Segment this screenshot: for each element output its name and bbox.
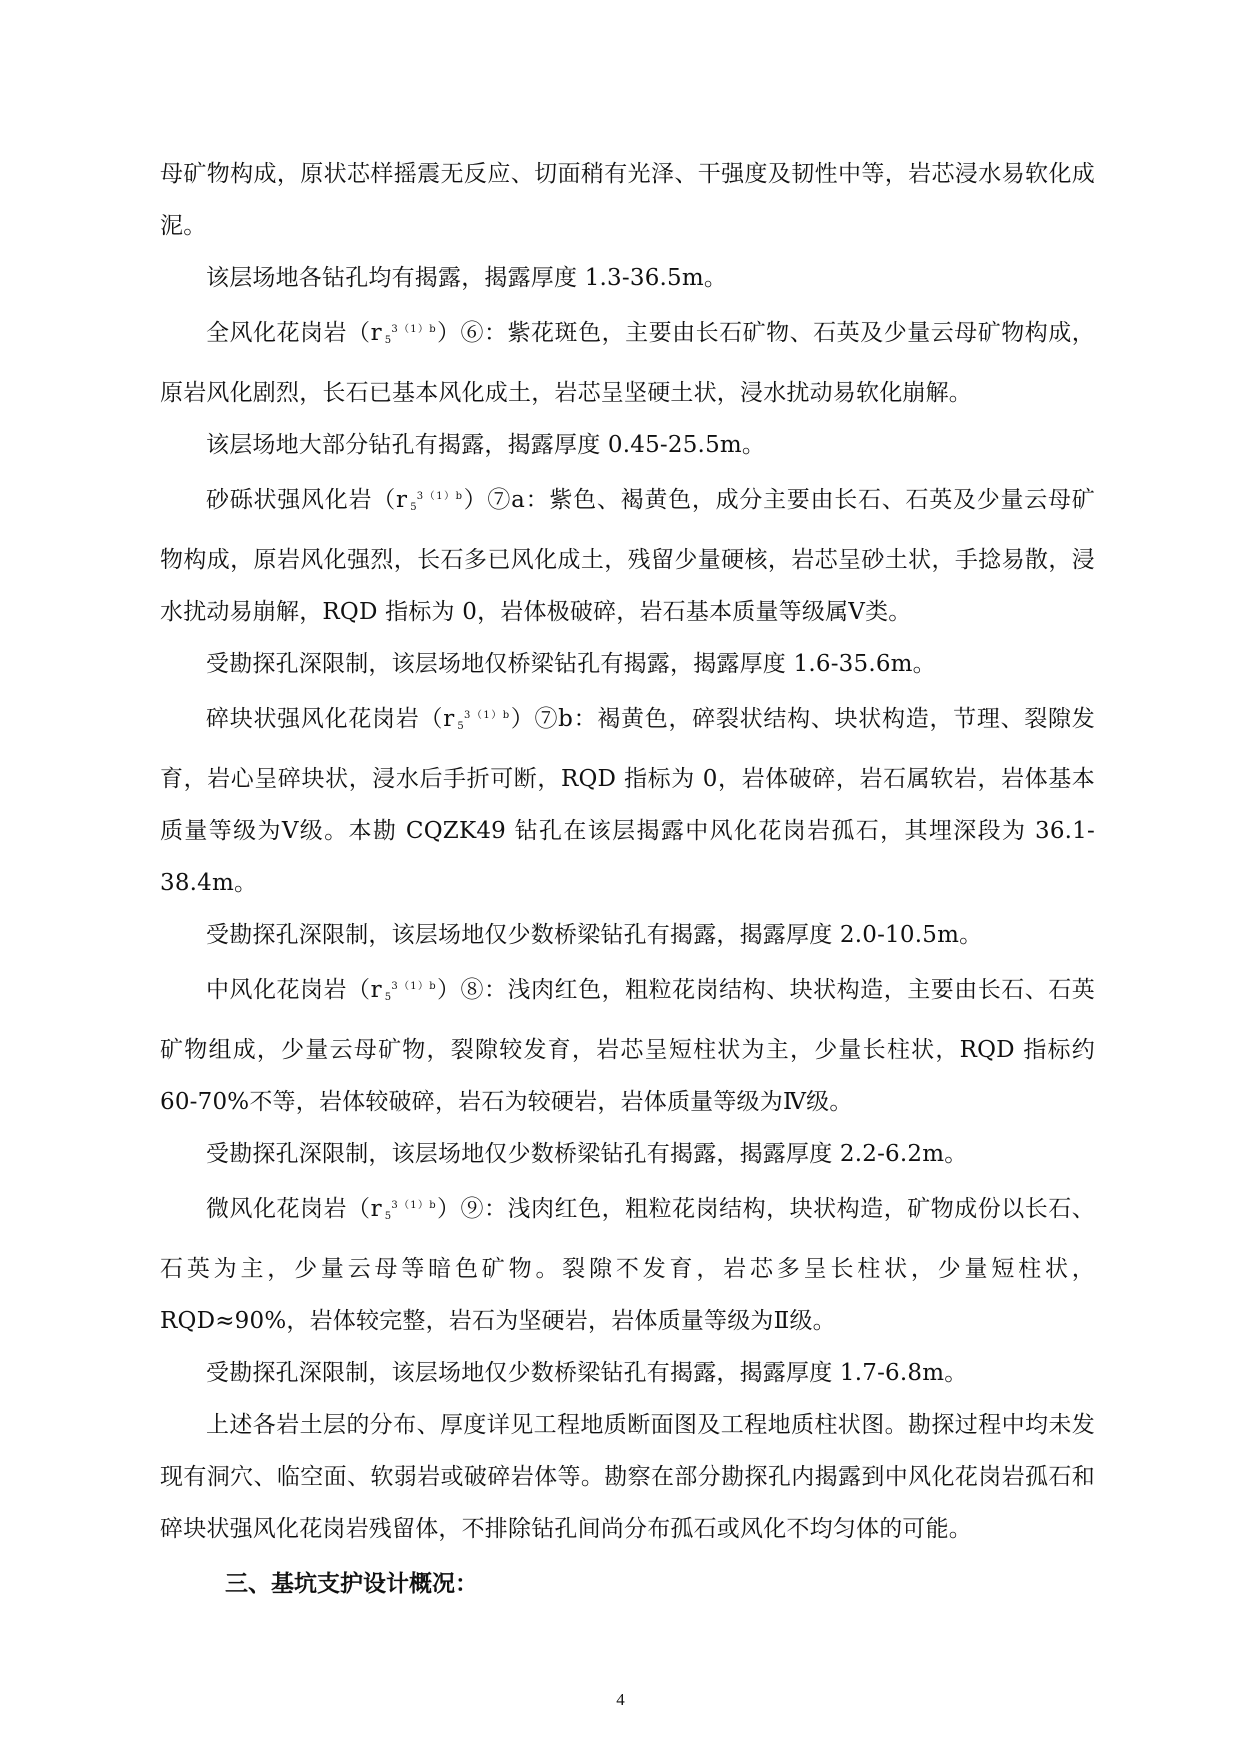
paragraph: 该层场地大部分钻孔有揭露，揭露厚度 0.45-25.5m。	[206, 432, 766, 458]
paragraph: 受勘探孔深限制，该层场地仅少数桥梁钻孔有揭露，揭露厚度 2.0-10.5m。	[206, 922, 983, 948]
page-number: 4	[616, 1690, 625, 1709]
paragraph	[160, 304, 1095, 419]
rock-layer-name: 微风化花岗岩（r	[206, 1196, 382, 1222]
paragraph	[160, 471, 1095, 638]
layer-superscript: 3（1）b	[391, 324, 437, 335]
rock-layer-description: ）⑥：紫花斑色，主要由长石矿物、石英及少量云母矿物构成，原岩风化剧烈，长石已基本风化成土，岩芯呈坚硬土状，浸水扰动易软化崩解。	[160, 320, 1095, 406]
paragraph: 受勘探孔深限制，该层场地仅桥梁钻孔有揭露，揭露厚度 1.6-35.6m。	[206, 651, 936, 677]
paragraph: 母矿物构成，原状芯样摇震无反应、切面稍有光泽、干强度及韧性中等，岩芯浸水易软化成泥。	[160, 161, 1095, 239]
paragraph	[160, 961, 1095, 1128]
rock-layer-name: 碎块状强风化花岗岩（r	[206, 706, 455, 732]
paragraph: 该层场地各钻孔均有揭露，揭露厚度 1.3-36.5m。	[206, 265, 728, 291]
paragraph: 上述各岩土层的分布、厚度详见工程地质断面图及工程地质柱状图。勘探过程中均未发现有洞穴、临空面、软弱岩或破碎岩体等。勘察在部分勘探孔内揭露到中风化花岗岩孤石和碎块状强风化花岗岩残留体，不排除钻孔间尚分布孤石或风化不均匀体的可能。	[160, 1412, 1095, 1542]
rock-layer-name: 中风化花岗岩（r	[206, 977, 382, 1003]
rock-layer-description: ）⑧：浅肉红色，粗粒花岗结构、块状构造，主要由长石、石英矿物组成，少量云母矿物，裂隙较发育，岩芯呈短柱状为主，少量长柱状，RQD 指标约 60-70%不等，岩体较破碎，岩石为较硬岩，岩体质量等级为Ⅳ级。	[160, 977, 1095, 1115]
rock-layer-description: ）⑦a：紫色、褐黄色，成分主要由长石、石英及少量云母矿物构成，原岩风化强烈，长石多已风化成土，残留少量硬核，岩芯呈砂土状，手捻易散，浸水扰动易崩解，RQD 指标为 0，岩体极破碎，岩石基本质量等级属Ⅴ类。	[160, 487, 1095, 625]
paragraph	[160, 690, 1095, 909]
layer-subscript: 5	[384, 1211, 392, 1222]
rock-layer-name: 砂砾状强风化岩（r	[206, 487, 408, 513]
body-text	[160, 148, 1095, 1555]
layer-subscript: 5	[384, 335, 392, 346]
section-heading: 三、基坑支护设计概况：	[225, 1571, 478, 1597]
paragraph: 受勘探孔深限制，该层场地仅少数桥梁钻孔有揭露，揭露厚度 2.2-6.2m。	[206, 1141, 968, 1167]
layer-superscript: 3（1）b	[391, 1200, 437, 1211]
paragraph	[160, 1180, 1095, 1347]
rock-layer-description: ）⑨：浅肉红色，粗粒花岗结构，块状构造，矿物成份以长石、石英为主，少量云母等暗色矿物。裂隙不发育，岩芯多呈长柱状，少量短柱状，RQD≈90%，岩体较完整，岩石为坚硬岩，岩体质量等级为Ⅱ级。	[160, 1196, 1095, 1334]
layer-subscript: 5	[457, 721, 464, 732]
rock-layer-name: 全风化花岗岩（r	[206, 320, 382, 346]
layer-superscript: 3（1）b	[463, 710, 511, 721]
rock-layer-description: ）⑦b：褐黄色，碎裂状结构、块状构造，节理、裂隙发育，岩心呈碎块状，浸水后手折可断，RQD 指标为 0，岩体破碎，岩石属软岩，岩体基本质量等级为Ⅴ级。本勘 CQZK49 钻孔在该层揭露中风化花岗岩孤石，其埋深段为 36.1-38.4m。	[160, 706, 1095, 896]
layer-subscript: 5	[384, 992, 392, 1003]
layer-superscript: 3（1）b	[416, 491, 464, 502]
paragraph: 受勘探孔深限制，该层场地仅少数桥梁钻孔有揭露，揭露厚度 1.7-6.8m。	[206, 1360, 968, 1386]
layer-superscript: 3（1）b	[391, 981, 437, 992]
layer-subscript: 5	[410, 502, 417, 513]
